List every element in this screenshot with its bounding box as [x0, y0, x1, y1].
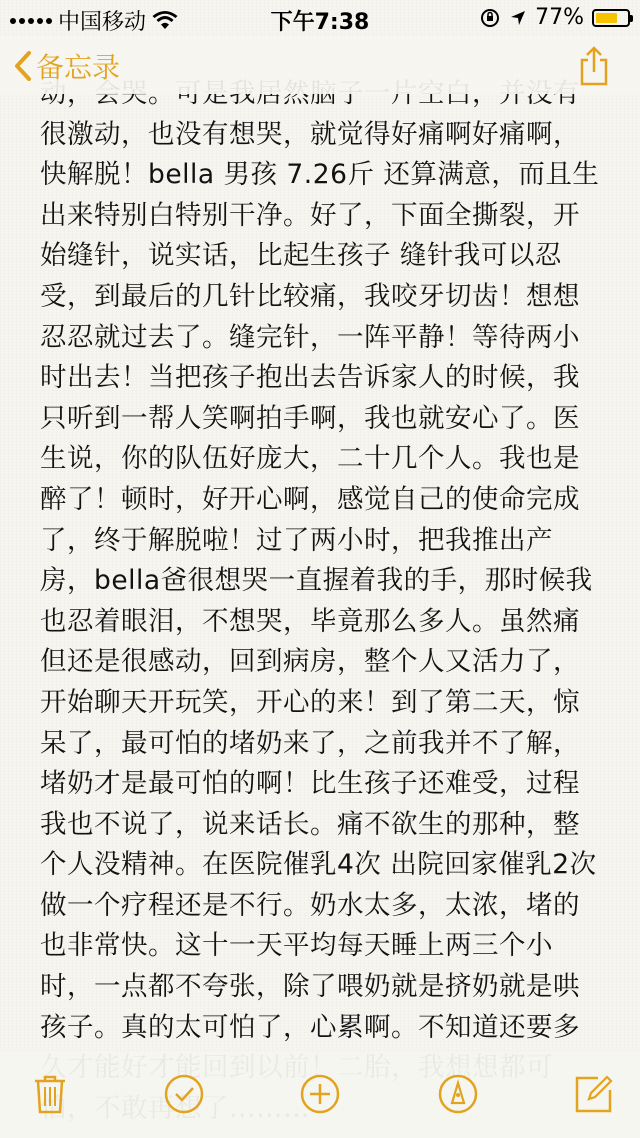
- location-icon: [509, 9, 527, 27]
- markup-icon: [437, 1073, 479, 1115]
- navigation-bar: [0, 36, 640, 94]
- chevron-left-icon: [14, 50, 32, 82]
- checklist-icon: [163, 1073, 205, 1115]
- note-body[interactable]: 很激动，也没有想哭，就觉得好痛啊好痛啊，快解脱！bella 男孩 7.26斤 还算满意，而且生出来特别白特别干净。好了，下面全撕裂，开始缝针，说实话，比起生孩子 缝针我可以忍受，到最后的几针比较痛，我咬牙切齿！想想忍忍就过去了。缝完针，一阵平静！等待两小时出去！当把孩子抱出去告诉家人的时候，我只听到一帮人笑啊拍手啊，我也就安心了。医生说，你的队伍好庞大，二十几个人。我也是醉了！顿时，好开心啊，感觉自己的使命完成了，终于解脱啦！过了两小时，把我推出产房，bella爸很想哭一直握着我的手，那时候我也忍着眼泪，不想哭，毕竟那么多人。虽然痛但还是很感动，回到病房，整个人又活力了，开始聊天开玩笑，开心的来！到了第二天，惊呆了，最可怕的堵奶来了，之前我并不了解，堵奶才是最可怕的啊！比生孩子还难受，过程我也不说了，说来话长。痛不欲生的那种，整个人没精神。在医院催乳4次 出院回家催乳2次 做一个疗程还是不行。奶水太多，太浓，堵的也非常快。这十一天平均每天睡上两三个小时，一点都不夸张，除了喂奶就是挤奶就是哄孩子。真的太可怕了，心累啊。不知道还要多: [40, 118, 600, 1043]
- back-label: 备忘录: [36, 51, 121, 84]
- battery-icon: [592, 9, 630, 27]
- bottom-toolbar: [0, 1052, 640, 1138]
- checklist-button[interactable]: [162, 1072, 206, 1116]
- status-bar: [0, 0, 640, 36]
- battery-percent: 77%: [535, 5, 584, 30]
- trash-icon: [32, 1074, 68, 1114]
- add-icon: [299, 1073, 341, 1115]
- clock: 下午7:38: [270, 10, 370, 35]
- orientation-lock-icon: [479, 7, 501, 29]
- compose-button[interactable]: [572, 1072, 616, 1116]
- share-icon: [578, 46, 610, 86]
- share-button[interactable]: [578, 46, 610, 90]
- markup-button[interactable]: [436, 1072, 480, 1116]
- carrier-label: 中国移动: [58, 10, 147, 35]
- battery-level: [596, 13, 617, 23]
- delete-button[interactable]: [28, 1072, 72, 1116]
- status-right: [479, 5, 630, 30]
- back-button[interactable]: [14, 46, 120, 86]
- compose-icon: [574, 1074, 614, 1114]
- add-button[interactable]: [298, 1072, 342, 1116]
